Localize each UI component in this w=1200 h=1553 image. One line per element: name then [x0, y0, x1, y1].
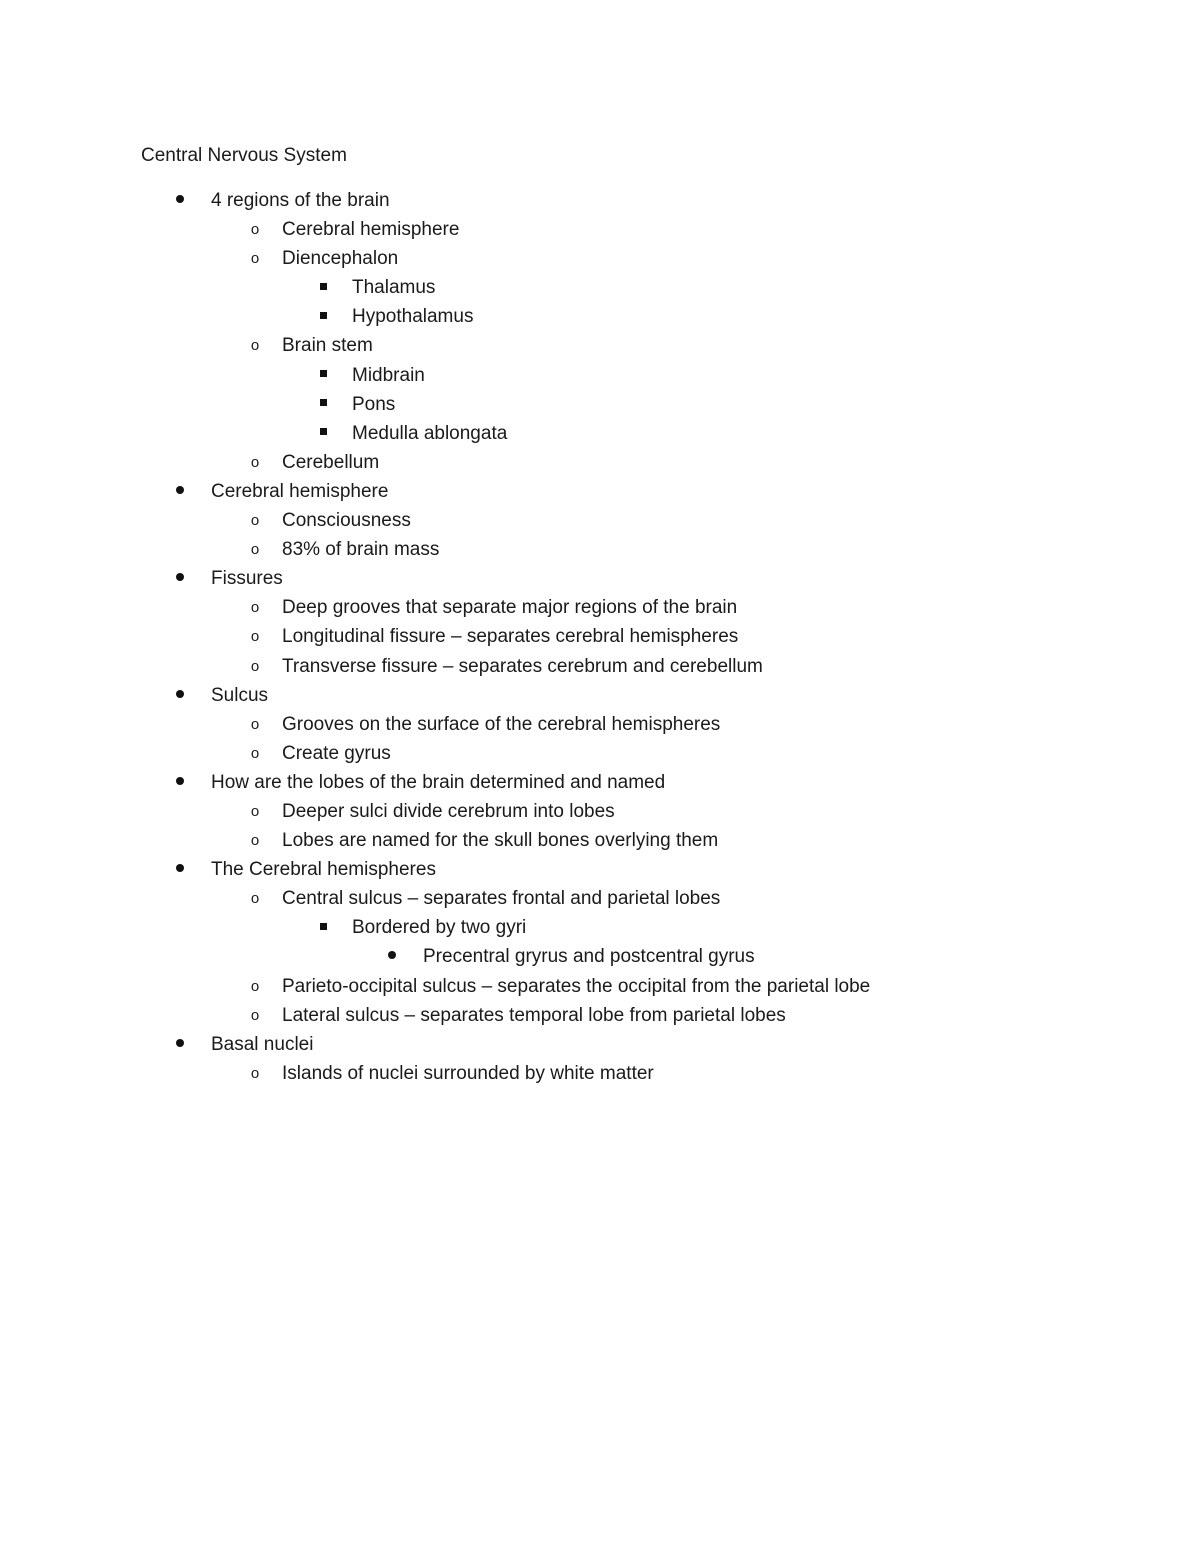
outline-item-level-2: [0, 739, 1200, 768]
bullet-dot-icon: [170, 186, 190, 215]
outline-item-level-2: [0, 797, 1200, 826]
bullet-circle-icon: [245, 972, 265, 1001]
outline-item-level-2: [0, 710, 1200, 739]
outline-item-level-2: [0, 244, 1200, 273]
outline-item-text: Diencephalon: [282, 248, 399, 270]
bullet-circle-icon: [245, 535, 265, 564]
outline-item-text: Hypothalamus: [352, 306, 474, 328]
bullet-circle-icon: [245, 448, 265, 477]
bullet-dot-icon: [170, 564, 190, 593]
bulleted-outline: [0, 186, 1200, 1088]
outline-item-level-2: [0, 215, 1200, 244]
bullet-square-icon: [313, 361, 333, 390]
outline-item-text: Midbrain: [352, 364, 425, 386]
outline-item-text: 83% of brain mass: [282, 539, 440, 561]
outline-item-text: Basal nuclei: [211, 1033, 314, 1055]
outline-item-level-1: [0, 1030, 1200, 1059]
outline-item-text: Central sulcus – separates frontal and parietal lobes: [282, 888, 721, 910]
outline-item-level-1: [0, 186, 1200, 215]
outline-item-text: Sulcus: [211, 684, 269, 706]
outline-item-level-2: [0, 1059, 1200, 1088]
outline-item-level-2: [0, 506, 1200, 535]
bullet-circle-icon: [245, 797, 265, 826]
bullet-circle-icon: [245, 884, 265, 913]
outline-item-text: Bordered by two gyri: [352, 917, 527, 939]
outline-item-text: Brain stem: [282, 335, 373, 357]
outline-item-text: Transverse fissure – separates cerebrum and cerebellum: [282, 655, 763, 677]
outline-item-level-2: [0, 448, 1200, 477]
outline-item-level-2: [0, 535, 1200, 564]
outline-item-level-3: [0, 913, 1200, 942]
bullet-circle-icon: [245, 826, 265, 855]
outline-item-level-2: [0, 972, 1200, 1001]
bullet-dot-icon: [170, 1030, 190, 1059]
outline-item-level-2: [0, 884, 1200, 913]
bullet-circle-icon: [245, 244, 265, 273]
outline-item-level-2: [0, 1001, 1200, 1030]
outline-item-text: Fissures: [211, 568, 283, 590]
outline-item-text: Cerebral hemisphere: [282, 219, 460, 241]
bullet-dot-icon: [170, 768, 190, 797]
outline-item-level-1: [0, 477, 1200, 506]
outline-item-text: Consciousness: [282, 510, 411, 532]
bullet-dot-icon: [170, 477, 190, 506]
bullet-circle-icon: [245, 652, 265, 681]
bullet-circle-icon: [245, 739, 265, 768]
outline-item-level-1: [0, 855, 1200, 884]
bullet-square-icon: [313, 913, 333, 942]
bullet-square-icon: [313, 273, 333, 302]
outline-item-level-2: [0, 826, 1200, 855]
outline-item-text: 4 regions of the brain: [211, 190, 390, 211]
outline-item-level-2: [0, 652, 1200, 681]
outline-item-text: Islands of nuclei surrounded by white matter: [282, 1062, 654, 1084]
outline-item-level-3: [0, 419, 1200, 448]
outline-item-text: How are the lobes of the brain determined and named: [211, 771, 666, 793]
bullet-square-icon: [313, 302, 333, 331]
outline-item-text: Longitudinal fissure – separates cerebral hemispheres: [282, 626, 739, 648]
bullet-dot-icon: [170, 855, 190, 884]
outline-item-level-3: [0, 361, 1200, 390]
outline-item-text: Deep grooves that separate major regions of the brain: [282, 597, 738, 619]
outline-item-text: Grooves on the surface of the cerebral hemispheres: [282, 713, 721, 735]
bullet-circle-icon: [245, 622, 265, 651]
outline-item-level-2: [0, 593, 1200, 622]
outline-item-level-3: [0, 302, 1200, 331]
bullet-square-icon: [313, 390, 333, 419]
bullet-circle-icon: [245, 506, 265, 535]
outline-item-text: The Cerebral hemispheres: [211, 859, 436, 881]
outline-item-level-3: [0, 390, 1200, 419]
outline-item-text: Lobes are named for the skull bones overlying them: [282, 830, 719, 852]
outline-item-text: Deeper sulci divide cerebrum into lobes: [282, 800, 615, 822]
outline-item-text: Parieto-occipital sulcus – separates the occipital from the parietal lobe: [282, 975, 871, 997]
document-title: Central Nervous System: [141, 145, 347, 166]
outline-item-level-2: [0, 622, 1200, 651]
outline-item-text: Cerebral hemisphere: [211, 480, 389, 502]
outline-item-text: Create gyrus: [282, 742, 391, 764]
bullet-circle-icon: [245, 1059, 265, 1088]
outline-item-level-1: [0, 768, 1200, 797]
outline-item-level-3: [0, 273, 1200, 302]
outline-item-level-1: [0, 681, 1200, 710]
outline-item-level-2: [0, 331, 1200, 360]
outline-item-level-1: [0, 564, 1200, 593]
bullet-circle-icon: [245, 1001, 265, 1030]
outline-item-text: Cerebellum: [282, 451, 380, 473]
outline-item-text: Precentral gryrus and postcentral gyrus: [423, 946, 755, 968]
bullet-circle-icon: [245, 593, 265, 622]
bullet-square-icon: [313, 419, 333, 448]
outline-item-text: Lateral sulcus – separates temporal lobe from parietal lobes: [282, 1004, 786, 1026]
bullet-circle-icon: [245, 331, 265, 360]
outline-item-text: Medulla ablongata: [352, 422, 508, 444]
bullet-circle-icon: [245, 215, 265, 244]
bullet-dot-icon: [382, 942, 402, 971]
outline-item-level-4: [0, 942, 1200, 971]
outline-item-text: Pons: [352, 393, 396, 415]
bullet-circle-icon: [245, 710, 265, 739]
bullet-dot-icon: [170, 681, 190, 710]
outline-item-text: Thalamus: [352, 277, 436, 299]
